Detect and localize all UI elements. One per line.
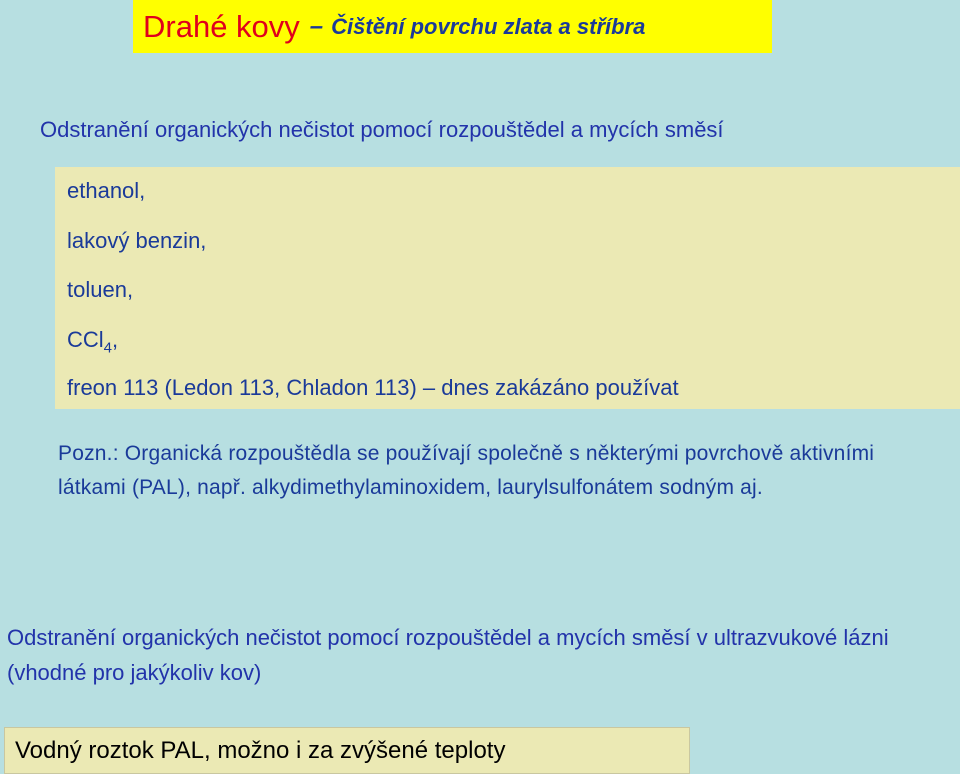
solvent-lakovy-benzin: lakový benzin, bbox=[67, 228, 207, 253]
solvent-freon: freon 113 (Ledon 113, Chladon 113) – dnes zakázáno používat bbox=[67, 375, 679, 400]
solvent-ethanol: ethanol, bbox=[67, 178, 146, 203]
ccl4-text: CCl bbox=[67, 327, 104, 352]
ccl4-comma: , bbox=[112, 327, 119, 352]
note-paragraph: Pozn.: Organická rozpouštědla se používají společně s některými povrchově aktivními látkami (PAL), např. alkydimethylaminoxidem, laurylsulfonátem sodným aj. bbox=[58, 442, 875, 499]
title-banner bbox=[133, 0, 772, 53]
title-dash: – bbox=[309, 12, 324, 40]
section-heading-solvents: Odstranění organických nečistot pomocí rozpouštědel a mycích směsí bbox=[40, 117, 724, 142]
page-title: Drahé kovy bbox=[143, 8, 300, 44]
bottom-text-box bbox=[4, 727, 690, 774]
ccl4-subscript: 4 bbox=[103, 339, 113, 357]
solvent-list-box bbox=[55, 167, 960, 409]
section-heading-ultrasound: Odstranění organických nečistot pomocí rozpouštědel a mycích směsí v ultrazvukové lázni (vhodné pro jakýkoliv kov) bbox=[7, 625, 889, 685]
solvent-toluen: toluen, bbox=[67, 277, 134, 302]
bottom-box-text: Vodný roztok PAL, možno i za zvýšené teploty bbox=[15, 736, 506, 764]
page-subtitle: Čištění povrchu zlata a stříbra bbox=[331, 13, 646, 39]
solvent-ccl4 bbox=[67, 327, 118, 356]
